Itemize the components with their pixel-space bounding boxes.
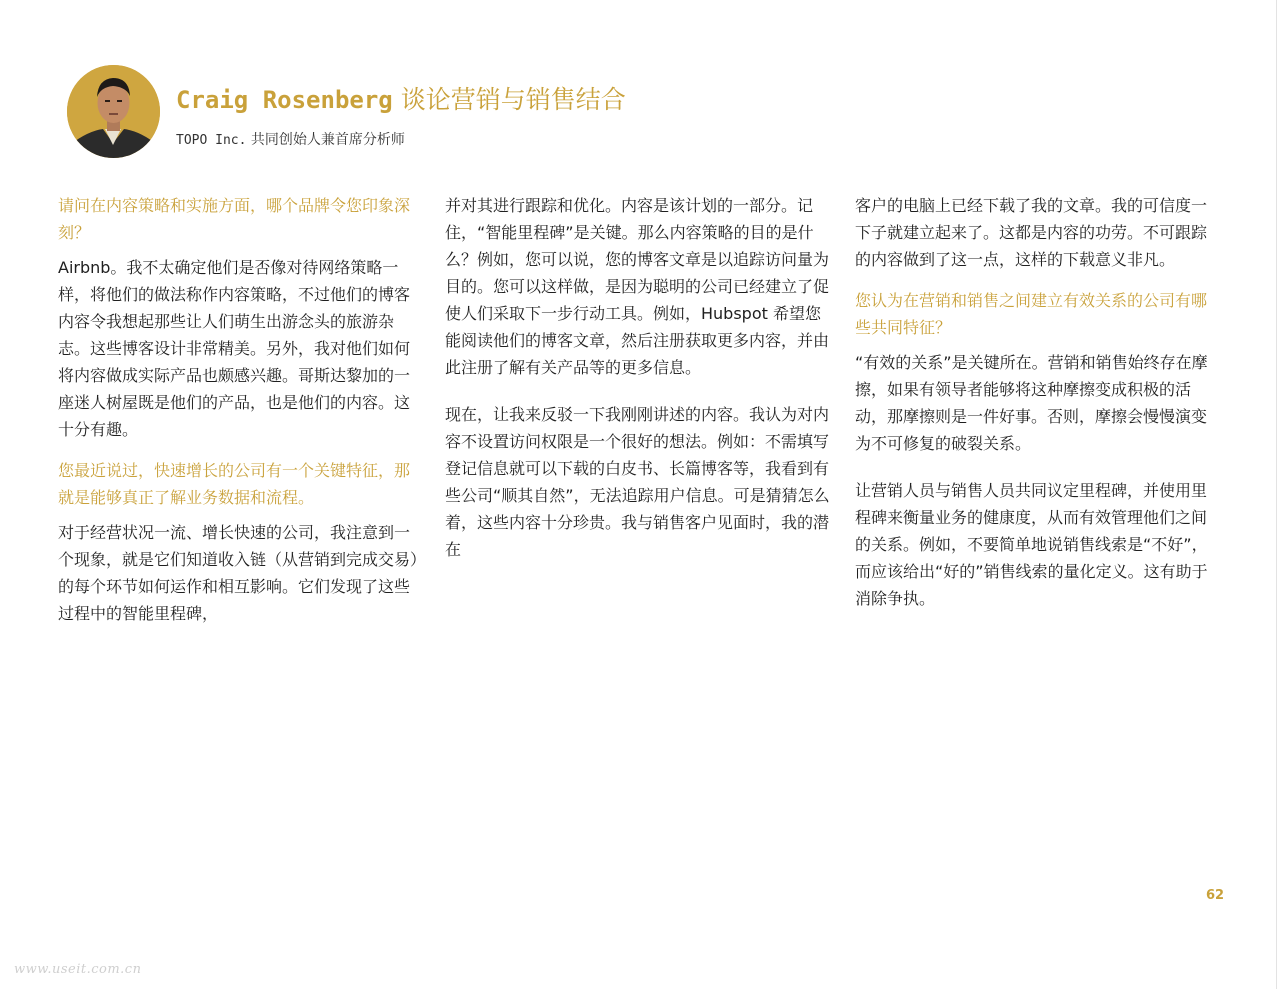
page-title bbox=[176, 80, 626, 116]
column-3 bbox=[855, 192, 1215, 612]
portrait-photo bbox=[67, 65, 160, 158]
question-heading: 请问在内容策略和实施方面，哪个品牌令您印象深刻？ bbox=[58, 196, 411, 242]
page-edge-line bbox=[1276, 0, 1277, 989]
column-1 bbox=[58, 192, 420, 627]
body-paragraph: 现在，让我来反驳一下我刚刚讲述的内容。我认为对内容不设置访问权限是一个很好的想法。例如：不需填写登记信息就可以下载的白皮书、长篇博客等，我看到有些公司“顺其自然”，无法追踪用户信息。可是猜猜怎么着，这些内容十分珍贵。我与销售客户见面时，我的潜在 bbox=[445, 405, 830, 559]
answer-paragraph: 对于经营状况一流、增长快速的公司，我注意到一个现象，就是它们知道收入链（从营销到完成交易）的每个环节如何运作和相互影响。它们发现了这些过程中的智能里程碑， bbox=[58, 523, 419, 623]
question-heading: 您认为在营销和销售之间建立有效关系的公司有哪些共同特征？ bbox=[855, 291, 1208, 337]
answer-paragraph: “有效的关系”是关键所在。营销和销售始终存在摩擦，如果有领导者能够将这种摩擦变成积极的活动，那摩擦则是一件好事。否则，摩擦会慢慢演变为不可修复的破裂关系。 bbox=[855, 353, 1208, 453]
question-heading: 您最近说过，快速增长的公司有一个关键特征，那就是能够真正了解业务数据和流程。 bbox=[58, 461, 411, 507]
page-subtitle bbox=[176, 129, 405, 149]
answer-paragraph: Airbnb。我不太确定他们是否像对待网络策略一样，将他们的做法称作内容策略，不过他们的博客内容令我想起那些让人们萌生出游念头的旅游杂志。这些博客设计非常精美。另外，我对他们如何将内容做成实际产品也颇感兴趣。哥斯达黎加的一座迷人树屋既是他们的产品，也是他们的内容。这十分有趣。 bbox=[58, 258, 411, 439]
body-paragraph: 并对其进行跟踪和优化。内容是该计划的一部分。记住，“智能里程碑”是关键。那么内容策略的目的是什么？例如，您可以说，您的博客文章是以追踪访问量为目的。您可以这样做，是因为聪明的公司已经建立了促使人们采取下一步行动工具。例如，Hubspot 希望您能阅读他们的博客文章，然后注册获取更多内容，并由此注册了解有关产品等的更多信息。 bbox=[445, 196, 830, 377]
answer-paragraph: 让营销人员与销售人员共同议定里程碑，并使用里程碑来衡量业务的健康度，从而有效管理他们之间的关系。例如，不要简单地说销售线索是“不好”，而应该给出“好的”销售线索的量化定义。这有助于消除争执。 bbox=[855, 481, 1208, 608]
interview-topic: 谈论营销与销售结合 bbox=[400, 85, 626, 114]
watermark: www.useit.com.cn bbox=[14, 962, 142, 977]
job-title: 共同创始人兼首席分析师 bbox=[250, 132, 405, 148]
column-2 bbox=[445, 192, 830, 563]
page-number: 62 bbox=[1206, 888, 1225, 903]
organization-name: TOPO Inc. bbox=[176, 133, 247, 148]
body-paragraph: 客户的电脑上已经下载了我的文章。我的可信度一下子就建立起来了。这都是内容的功劳。不可跟踪的内容做到了这一点，这样的下载意义非凡。 bbox=[855, 196, 1208, 269]
avatar bbox=[67, 65, 160, 158]
interviewee-name: Craig Rosenberg bbox=[176, 86, 393, 114]
